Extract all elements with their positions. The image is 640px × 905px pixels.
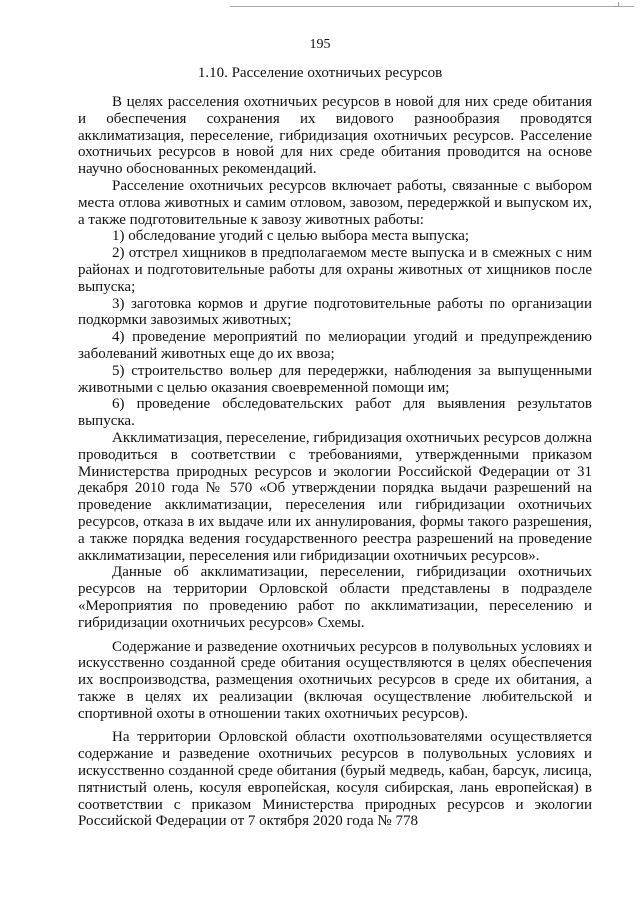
corner-mark <box>614 2 619 7</box>
list-item-1: 1) обследование угодий с целью выбора места выпуска; <box>112 228 470 245</box>
list-item-2: 2) отстрел хищников в предполагаемом месте выпуска и в смежных с ним районах и подготовительные работы для охраны животных от хищников после выпуска; <box>78 245 592 295</box>
list-item-6: 6) проведение обследовательских работ для выявления результатов выпуска. <box>78 396 592 430</box>
paragraph-keeping: Содержание и разведение охотничьих ресурсов в полувольных условиях и искусственно созданной среде обитания осуществляются в целях обеспечения их воспроизводства, размещения охотничьих ресурсов в среде их обитания, а также в целях их реализации (включая осуществление любительской и спортивной охоты в отношении таких охотничьих ресурсов). <box>78 638 592 722</box>
paragraph-requirements: Акклиматизация, переселение, гибридизация охотничьих ресурсов должна проводиться в соответствии с требованиями, утвержденными приказом Министерства природных ресурсов и экологии Российской Федерации от 31 декабря 2010 года № 570 «Об утверждении порядка выдачи разрешений на проведение акклиматизации, переселения или гибридизации охотничьих ресурсов, отказа в их выдаче или их аннулирования, формы такого разрешения, а также порядка ведения государственного реестра разрешений на проведение акклиматизации, переселения или гибридизации охотничьих ресурсов». <box>78 429 592 564</box>
list-item-3: 3) заготовка кормов и другие подготовительные работы по организации подкормки завозимых животных; <box>78 295 592 329</box>
page-number: 195 <box>309 37 331 52</box>
body-text <box>78 94 592 830</box>
paragraph-territory: На территории Орловской области охотпользователями осуществляется содержание и разведение охотничьих ресурсов в полувольных условиях и искусственно созданной среде обитания (бурый медведь, кабан, барсук, лисица, пятнистый олень, косуля европейская, косуля сибирская, лань европейская) в соответствии с приказом Министерства природных ресурсов и экологии Российской Федерации от 7 октября 2020 года № 778 <box>78 729 592 830</box>
list-item-4: 4) проведение мероприятий по мелиорации угодий и предупреждению заболеваний животных еще до их ввоза; <box>78 329 592 362</box>
section-heading: 1.10. Расселение охотничьих ресурсов <box>197 65 443 81</box>
paragraph-data: Данные об акклиматизации, переселении, гибридизации охотничьих ресурсов на территории Орловской области представлены в подразделе «Мероприятия по проведению работ по акклиматизации, переселению и гибридизации охотничьих ресурсов» Схемы. <box>78 564 592 631</box>
top-edge-rule <box>230 6 634 7</box>
paragraph-intro: В целях расселения охотничьих ресурсов в новой для них среде обитания и обеспечения сохранения их видового разнообразия проводятся акклиматизация, переселение, гибридизация охотничьих ресурсов. Расселение охотничьих ресурсов в новой для них среде обитания проводится на основе научно обоснованных рекомендаций. <box>78 94 592 178</box>
list-item-5: 5) строительство вольер для передержки, наблюдения за выпущенными животными с целью оказания своевременной помощи им; <box>78 362 592 396</box>
paragraph-works: Расселение охотничьих ресурсов включает работы, связанные с выбором места отлова животных и самим отловом, завозом, передержкой и выпуском их, а также подготовительные к завозу животных работы: <box>78 177 592 228</box>
